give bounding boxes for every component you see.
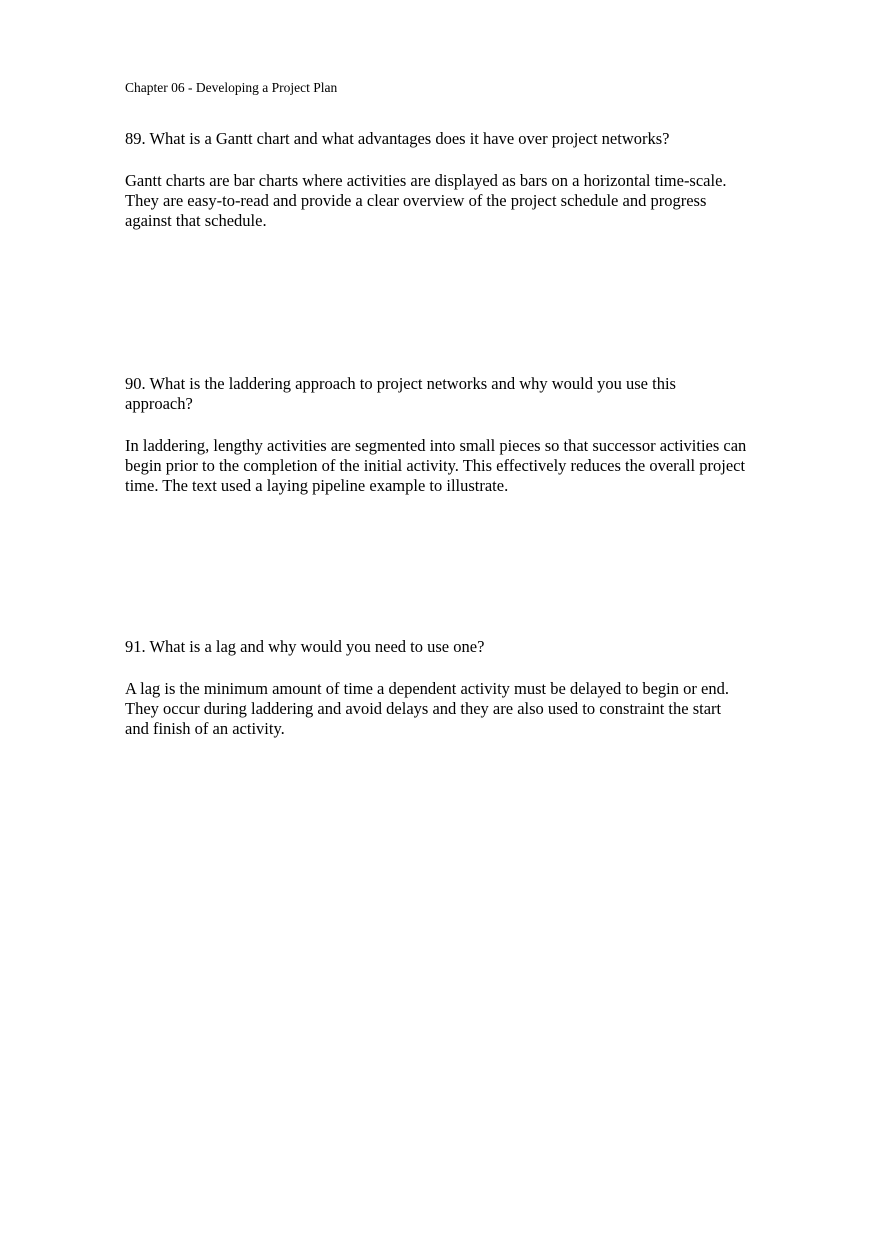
answer-line: They occur during laddering and avoid delays and they are also used to constraint the start — [125, 699, 722, 718]
question-block-90 — [125, 374, 785, 496]
answer-line: time. The text used a laying pipeline example to illustrate. — [125, 476, 509, 495]
question-90 — [125, 374, 785, 414]
question-block-89 — [125, 129, 785, 231]
answer-line: begin prior to the completion of the initial activity. This effectively reduces the overall project — [125, 456, 746, 475]
answer-line: Gantt charts are bar charts where activities are displayed as bars on a horizontal time-scale. — [125, 171, 727, 190]
answer-90 — [125, 436, 785, 496]
question-line: 89. What is a Gantt chart and what advantages does it have over project networks? — [125, 129, 670, 148]
chapter-header: Chapter 06 - Developing a Project Plan — [125, 80, 338, 95]
question-line: approach? — [125, 394, 193, 413]
answer-line: In laddering, lengthy activities are segmented into small pieces so that successor activities can — [125, 436, 747, 455]
answer-line: A lag is the minimum amount of time a dependent activity must be delayed to begin or end. — [125, 679, 729, 698]
question-89 — [125, 129, 785, 149]
question-91 — [125, 637, 785, 657]
question-line: 91. What is a lag and why would you need to use one? — [125, 637, 485, 656]
answer-91 — [125, 679, 785, 739]
answer-line: and finish of an activity. — [125, 719, 285, 738]
answer-line: against that schedule. — [125, 211, 267, 230]
answer-line: They are easy-to-read and provide a clear overview of the project schedule and progress — [125, 191, 707, 210]
question-block-91 — [125, 637, 785, 739]
answer-89 — [125, 171, 785, 231]
question-line: 90. What is the laddering approach to project networks and why would you use this — [125, 374, 676, 393]
